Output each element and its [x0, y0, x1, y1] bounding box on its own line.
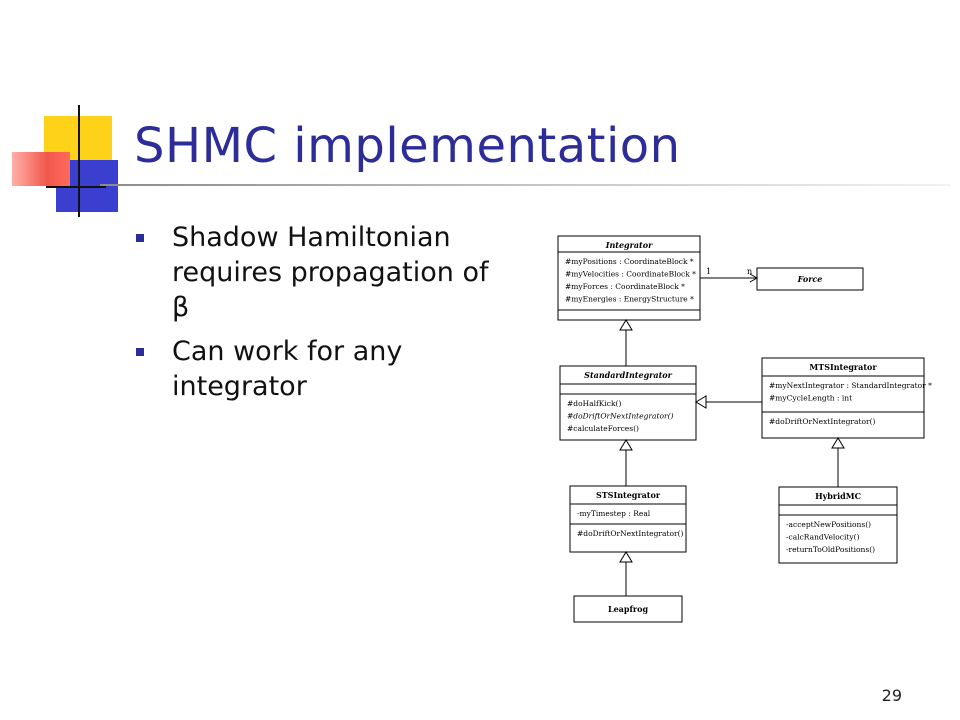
class-attribute: -myTimestep : Real [577, 509, 651, 518]
class-operation: -acceptNewPositions() [786, 520, 872, 529]
class-name-leapfrog: Leapfrog [607, 604, 649, 614]
generalization-arrowhead [620, 320, 632, 330]
class-operation: #doDriftOrNextIntegrator() [577, 529, 684, 538]
multiplicity-to: n [747, 267, 753, 276]
class-attribute: #myVelocities : CoordinateBlock * [565, 269, 696, 279]
page-number: 29 [881, 686, 902, 705]
class-attribute: #myPositions : CoordinateBlock * [565, 257, 694, 266]
slide-title: SHMC implementation [134, 118, 681, 174]
bullet-text: Shadow Hamiltonian requires propagation of β [172, 222, 489, 323]
class-name-mts: MTSIntegrator [809, 362, 877, 372]
class-operation: -returnToOldPositions() [786, 545, 876, 554]
generalization-arrowhead [620, 552, 632, 562]
generalization-arrowhead [620, 440, 632, 450]
class-name-force: Force [797, 274, 823, 284]
class-attribute: #myNextIntegrator : StandardIntegrator * [769, 381, 932, 390]
generalization-arrowhead [696, 396, 706, 408]
class-operation: -calcRandVelocity() [786, 532, 860, 542]
class-operation: #doDriftOrNextIntegrator() [567, 411, 674, 421]
class-operation: #doHalfKick() [567, 399, 622, 408]
class-name-standard: StandardIntegrator [584, 370, 672, 380]
class-attribute: #myCycleLength : int [769, 393, 853, 403]
class-attribute: #myEnergies : EnergyStructure * [565, 294, 694, 304]
class-name-hybrid: HybridMC [815, 491, 861, 501]
multiplicity-from: 1 [706, 267, 712, 276]
class-operation: #doDriftOrNextIntegrator() [769, 417, 876, 426]
class-name-sts: STSIntegrator [595, 490, 661, 500]
generalization-arrowhead [832, 438, 844, 448]
class-attribute: #myForces : CoordinateBlock * [565, 282, 685, 291]
class-name-integrator: Integrator [605, 240, 653, 250]
bullet-text: Can work for any integrator [172, 336, 403, 402]
class-operation: #calculateForces() [567, 424, 639, 433]
